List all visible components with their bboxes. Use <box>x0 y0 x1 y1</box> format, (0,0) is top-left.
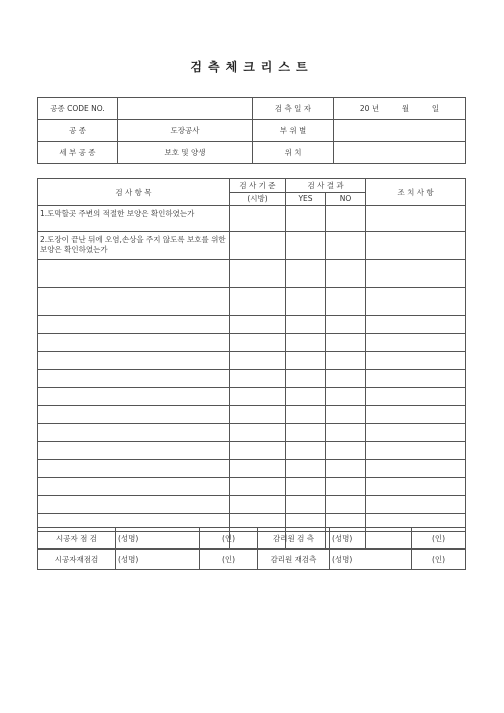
col-yes-header: YES <box>286 192 326 206</box>
item-cell[interactable] <box>38 334 230 352</box>
detail-label: 세 부 공 종 <box>38 142 118 164</box>
supervisor-reinspect-name[interactable]: (성명) <box>330 549 412 570</box>
item-cell[interactable] <box>38 478 230 496</box>
table-row <box>38 232 466 260</box>
item-cell[interactable] <box>38 288 230 316</box>
item-cell[interactable] <box>38 406 230 424</box>
action-cell[interactable] <box>366 478 466 496</box>
no-cell[interactable] <box>326 260 366 288</box>
date-month-unit: 월 <box>401 104 410 113</box>
standard-cell[interactable] <box>230 406 286 424</box>
supervisor-inspect-seal[interactable]: (인) <box>412 528 466 549</box>
contractor-reinspect-label: 시공자재점검 <box>38 549 116 570</box>
standard-cell[interactable] <box>230 352 286 370</box>
work-type-value: 도장공사 <box>118 120 253 142</box>
no-cell[interactable] <box>326 496 366 514</box>
yes-cell[interactable] <box>286 442 326 460</box>
document-title: 검측체크리스트 <box>190 60 314 74</box>
supervisor-reinspect-label: 감리원 재검측 <box>258 549 330 570</box>
yes-cell[interactable] <box>286 206 326 232</box>
yes-cell[interactable] <box>286 424 326 442</box>
col-item-header: 검 사 항 목 <box>38 179 230 206</box>
yes-cell[interactable] <box>286 260 326 288</box>
action-cell[interactable] <box>366 288 466 316</box>
no-cell[interactable] <box>326 288 366 316</box>
no-cell[interactable] <box>326 406 366 424</box>
standard-cell[interactable] <box>230 260 286 288</box>
table-row <box>38 478 466 496</box>
inspection-item-1: 1.도막할곳 주변의 적절한 보양은 확인하였는가 <box>38 206 230 232</box>
yes-cell[interactable] <box>286 460 326 478</box>
item-cell[interactable] <box>38 352 230 370</box>
item-cell[interactable] <box>38 370 230 388</box>
table-row <box>38 352 466 370</box>
date-year: 20 <box>359 104 370 113</box>
supervisor-reinspect-seal[interactable]: (인) <box>412 549 466 570</box>
col-no-header: NO <box>326 192 366 206</box>
yes-cell[interactable] <box>286 370 326 388</box>
code-value-cell[interactable] <box>118 98 253 120</box>
action-cell[interactable] <box>366 206 466 232</box>
yes-cell[interactable] <box>286 496 326 514</box>
table-row <box>38 460 466 478</box>
item-cell[interactable] <box>38 460 230 478</box>
contractor-inspect-name[interactable]: (성명) <box>116 528 200 549</box>
standard-cell[interactable] <box>230 206 286 232</box>
table-row <box>38 260 466 288</box>
part-label: 부 위 별 <box>253 120 334 142</box>
yes-cell[interactable] <box>286 406 326 424</box>
item-cell[interactable] <box>38 316 230 334</box>
item-cell[interactable] <box>38 442 230 460</box>
action-cell[interactable] <box>366 260 466 288</box>
action-cell[interactable] <box>366 388 466 406</box>
action-cell[interactable] <box>366 406 466 424</box>
no-cell[interactable] <box>326 206 366 232</box>
table-row <box>38 406 466 424</box>
no-cell[interactable] <box>326 388 366 406</box>
standard-cell[interactable] <box>230 460 286 478</box>
standard-cell[interactable] <box>230 424 286 442</box>
yes-cell[interactable] <box>286 334 326 352</box>
no-cell[interactable] <box>326 316 366 334</box>
standard-cell[interactable] <box>230 442 286 460</box>
table-row <box>38 388 466 406</box>
table-row <box>38 206 466 232</box>
yes-cell[interactable] <box>286 316 326 334</box>
table-row <box>38 370 466 388</box>
yes-cell[interactable] <box>286 478 326 496</box>
no-cell[interactable] <box>326 460 366 478</box>
no-cell[interactable] <box>326 352 366 370</box>
date-value[interactable] <box>334 98 466 120</box>
yes-cell[interactable] <box>286 232 326 260</box>
contractor-inspect-seal[interactable]: (인) <box>200 528 258 549</box>
date-year-unit: 년 <box>371 104 380 113</box>
standard-cell[interactable] <box>230 496 286 514</box>
date-day-unit: 일 <box>431 104 440 113</box>
inspection-item-2: 2.도장이 끝난 뒤에 오염,손상을 주지 않도록 보호를 위한 보양은 확인하였는가 <box>38 232 230 260</box>
col-result-header: 검 사 결 과 <box>286 179 366 193</box>
location-label: 위 치 <box>253 142 334 164</box>
table-row <box>38 316 466 334</box>
no-cell[interactable] <box>326 442 366 460</box>
date-label: 검 측 일 자 <box>253 98 334 120</box>
supervisor-inspect-name[interactable]: (성명) <box>330 528 412 549</box>
action-cell[interactable] <box>366 316 466 334</box>
work-type-label: 공 종 <box>38 120 118 142</box>
col-standard-sub: (시방) <box>230 192 286 206</box>
col-standard-header: 검 사 기 준 <box>230 179 286 193</box>
action-cell[interactable] <box>366 460 466 478</box>
standard-cell[interactable] <box>230 334 286 352</box>
contractor-reinspect-name[interactable]: (성명) <box>116 549 200 570</box>
action-cell[interactable] <box>366 370 466 388</box>
action-cell[interactable] <box>366 232 466 260</box>
action-cell[interactable] <box>366 424 466 442</box>
contractor-reinspect-seal[interactable]: (인) <box>200 549 258 570</box>
code-label: 공종 CODE NO. <box>38 98 118 120</box>
action-cell[interactable] <box>366 496 466 514</box>
no-cell[interactable] <box>326 478 366 496</box>
item-cell[interactable] <box>38 424 230 442</box>
supervisor-inspect-label: 감리원 검 측 <box>258 528 330 549</box>
yes-cell[interactable] <box>286 288 326 316</box>
standard-cell[interactable] <box>230 316 286 334</box>
item-cell[interactable] <box>38 496 230 514</box>
no-cell[interactable] <box>326 334 366 352</box>
table-row <box>38 288 466 316</box>
location-value-cell[interactable] <box>334 142 466 164</box>
table-row <box>38 442 466 460</box>
yes-cell[interactable] <box>286 352 326 370</box>
item-cell[interactable] <box>38 260 230 288</box>
signature-table <box>37 527 466 570</box>
action-cell[interactable] <box>366 352 466 370</box>
detail-value: 보호 및 양생 <box>118 142 253 164</box>
table-row <box>38 424 466 442</box>
table-row <box>38 334 466 352</box>
standard-cell[interactable] <box>230 370 286 388</box>
no-cell[interactable] <box>326 232 366 260</box>
action-cell[interactable] <box>366 442 466 460</box>
standard-cell[interactable] <box>230 288 286 316</box>
inspection-table <box>37 178 466 550</box>
header-table <box>37 97 466 164</box>
item-cell[interactable] <box>38 388 230 406</box>
table-row <box>38 496 466 514</box>
no-cell[interactable] <box>326 370 366 388</box>
part-value-cell[interactable] <box>334 120 466 142</box>
col-action-header: 조 치 사 항 <box>366 179 466 206</box>
no-cell[interactable] <box>326 424 366 442</box>
standard-cell[interactable] <box>230 232 286 260</box>
action-cell[interactable] <box>366 334 466 352</box>
yes-cell[interactable] <box>286 388 326 406</box>
standard-cell[interactable] <box>230 478 286 496</box>
standard-cell[interactable] <box>230 388 286 406</box>
contractor-inspect-label: 시공자 점 검 <box>38 528 116 549</box>
